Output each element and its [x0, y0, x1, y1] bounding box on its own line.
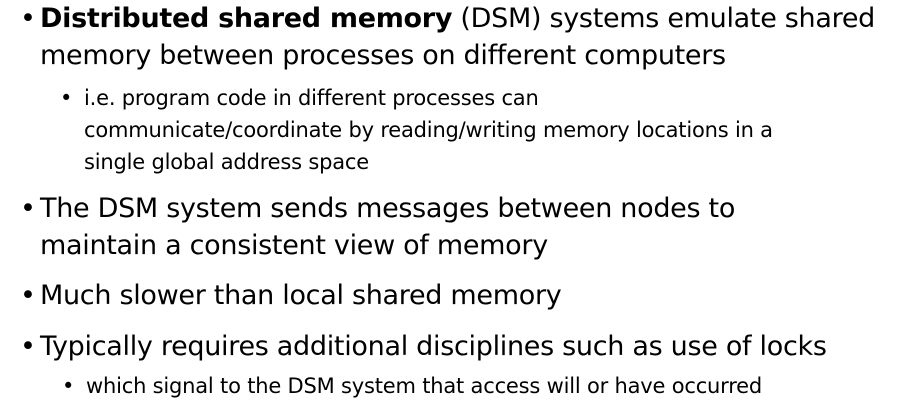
- bullet-marker: •: [20, 3, 36, 34]
- bullet-marker: •: [62, 374, 75, 398]
- bullet-text: (DSM) systems emulate shared: [452, 3, 875, 34]
- sub-bullet-text: single global address space: [84, 150, 369, 174]
- bullet-text: Typically requires additional disciplines such as use of locks: [40, 331, 827, 362]
- bullet-marker: •: [20, 193, 36, 224]
- sub-bullet-text: i.e. program code in different processes can: [84, 86, 539, 110]
- bullet-marker: •: [20, 280, 36, 311]
- sub-bullet-text: communicate/coordinate by reading/writing memory locations in a: [84, 118, 773, 142]
- bold-term: Distributed shared memory: [40, 3, 453, 34]
- bullet-text: maintain a consistent view of memory: [40, 230, 548, 261]
- bullet-item: [20, 277, 561, 314]
- bullet-text: The DSM system sends messages between nodes to: [40, 193, 736, 224]
- bullet-item: [20, 0, 875, 74]
- sub-bullet-item: [62, 370, 762, 402]
- sub-bullet-text: which signal to the DSM system that access will or have occurred: [86, 374, 763, 398]
- bullet-marker: •: [20, 331, 36, 362]
- bullet-marker: •: [60, 86, 73, 110]
- bullet-text: Much slower than local shared memory: [40, 280, 562, 311]
- bullet-text: memory between processes on different computers: [40, 40, 726, 71]
- bullet-item: [20, 328, 827, 365]
- bullet-item: [20, 190, 735, 264]
- sub-bullet-item: [60, 82, 773, 178]
